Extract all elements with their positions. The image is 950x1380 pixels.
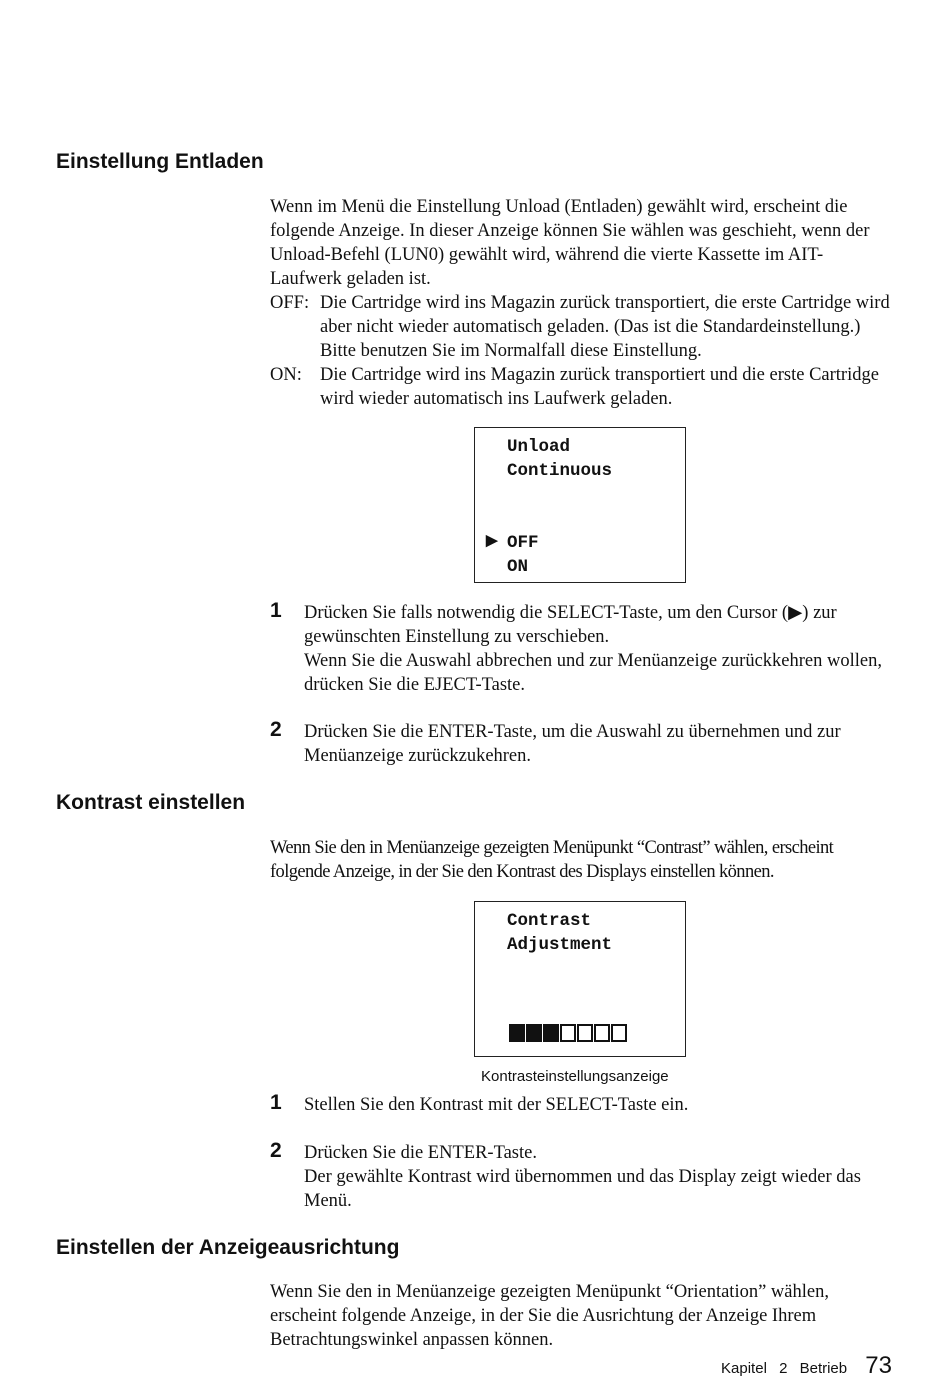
contrast-step-2 [270, 1141, 895, 1213]
step-number: 1 [270, 599, 282, 622]
step-number: 2 [270, 718, 282, 741]
section-title-contrast: Kontrast einstellen [56, 791, 246, 814]
contrast-segment-filled [526, 1024, 542, 1042]
contrast-caption: Kontrasteinstellungsanzeige [481, 1068, 669, 1085]
contrast-body [270, 836, 895, 884]
on-term: ON: [270, 365, 302, 385]
lcd-option-on: ON [507, 557, 529, 577]
contrast-segment-empty [560, 1024, 576, 1042]
orientation-intro: Wenn Sie den in Menüanzeige gezeigten Menüpunkt “Orientation” wählen, erscheint folgende Anzeige, in der Sie die Ausrichtung der Anzeige Ihrem Betrachtungswinkel anpassen können. [270, 1282, 829, 1350]
contrast-step-1 [270, 1093, 895, 1117]
page-number: 73 [865, 1352, 892, 1379]
page-footer [721, 1352, 892, 1380]
section-title-unload: Einstellung Entladen [56, 150, 264, 173]
unload-body [270, 195, 895, 411]
contrast-level-bar [509, 1024, 627, 1042]
off-term: OFF: [270, 293, 310, 313]
unload-intro: Wenn im Menü die Einstellung Unload (Entladen) gewählt wird, erscheint die folgende Anzeige. In dieser Anzeige können Sie wählen was geschieht, wenn der Unload-Befehl (LUN0) gewählt wird, während die vierte Kassette im AIT-Laufwerk geladen ist. [270, 197, 870, 289]
contrast-segment-filled [509, 1024, 525, 1042]
off-text: Die Cartridge wird ins Magazin zurück transportiert, die erste Cartridge wird aber nicht wieder automatisch geladen. (Das ist die Standardeinstellung.) Bitte benutzen Sie im Normalfall diese Einstellung. [320, 293, 890, 361]
step-text: Drücken Sie falls notwendig die SELECT-Taste, um den Cursor (▶) zur gewünschten Einstellung zu verschieben. [304, 603, 837, 647]
footer-chapter-number: 2 [779, 1360, 788, 1377]
unload-lcd-display [474, 427, 686, 583]
on-text: Die Cartridge wird ins Magazin zurück transportiert und die erste Cartridge wird wieder automatisch ins Laufwerk geladen. [320, 365, 879, 409]
unload-off-definition [270, 291, 895, 363]
lcd-option-off: OFF [507, 533, 539, 553]
orientation-body [270, 1280, 895, 1352]
step-number: 2 [270, 1139, 282, 1162]
lcd-line-1: Unload [507, 437, 571, 457]
lcd-line-2: Continuous [507, 461, 613, 481]
step-text: Drücken Sie die ENTER-Taste. [304, 1143, 537, 1163]
unload-on-definition [270, 363, 895, 411]
step-number: 1 [270, 1091, 282, 1114]
contrast-segment-empty [611, 1024, 627, 1042]
step-text-note: Der gewählte Kontrast wird übernommen und das Display zeigt wieder das Menü. [304, 1167, 861, 1211]
footer-chapter-name: Betrieb [799, 1360, 848, 1377]
contrast-segment-empty [577, 1024, 593, 1042]
lcd-line-1: Contrast [507, 911, 592, 931]
footer-chapter-label: Kapitel [721, 1360, 767, 1377]
step-text: Stellen Sie den Kontrast mit der SELECT-Taste ein. [304, 1095, 689, 1115]
step-text-note: Wenn Sie die Auswahl abbrechen und zur Menüanzeige zurückkehren wollen, drücken Sie die EJECT-Taste. [304, 651, 882, 695]
contrast-segment-empty [594, 1024, 610, 1042]
step-text: Drücken Sie die ENTER-Taste, um die Auswahl zu übernehmen und zur Menüanzeige zurückzukehren. [304, 722, 841, 766]
contrast-lcd-display [474, 901, 686, 1057]
section-title-orientation: Einstellen der Anzeigeausrichtung [56, 1236, 400, 1259]
lcd-line-2: Adjustment [507, 935, 613, 955]
contrast-intro: Wenn Sie den in Menüanzeige gezeigten Menüpunkt “Contrast” wählen, erscheint folgende Anzeige, in der Sie den Kontrast des Displays einstellen können. [270, 838, 834, 882]
unload-step-2 [270, 720, 895, 768]
unload-step-1 [270, 601, 895, 697]
cursor-arrow-icon: ▶ [486, 533, 498, 550]
contrast-segment-filled [543, 1024, 559, 1042]
